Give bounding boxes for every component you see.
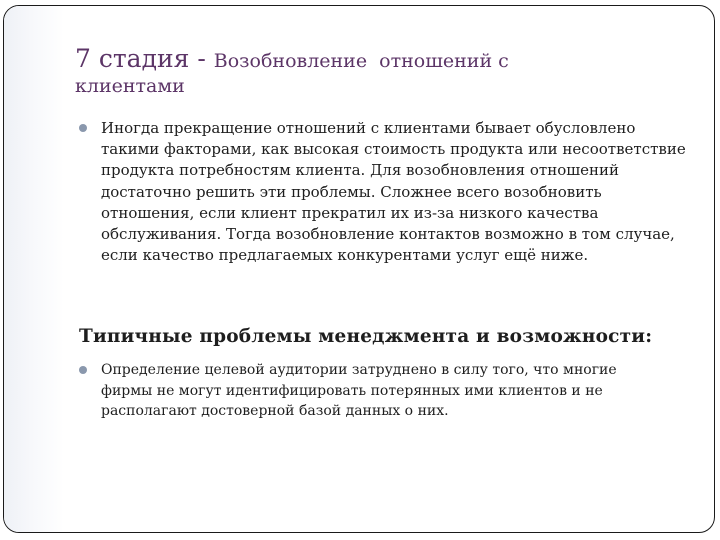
section-subheading: Типичные проблемы менеджмента и возможности:	[79, 326, 653, 347]
title-main: Возобновление отношений с	[213, 50, 509, 72]
bullet-text: Иногда прекращение отношений с клиентами бывает обусловлено такими факторами, как высокая стоимость продукта или несоответствие продукта потребностям клиента. Для возобновления отношений достаточно решить эти проблемы. Сложнее всего возобновить отношения, если клиент прекратил их из-за низкого качества обслуживания. Тогда возобновление контактов возможно в том случае, если качество предлагаемых конкурентами услуг ещё ниже.	[101, 119, 686, 265]
bullet-dot-icon	[79, 124, 87, 132]
bullet-item	[79, 360, 661, 422]
title-stage: 7 стадия	[75, 44, 190, 73]
left-gradient-shade	[4, 6, 64, 532]
bullet-text: Определение целевой аудитории затруднено в силу того, что многие фирмы не могут идентифицировать потерянных ими клиентов и не располагают достоверной базой данных о них.	[101, 362, 617, 419]
slide-title	[75, 44, 695, 97]
bullet-item	[79, 118, 691, 266]
bullet-dot-icon	[79, 366, 87, 374]
title-line-2: клиентами	[75, 75, 185, 97]
title-dash: -	[189, 44, 214, 73]
